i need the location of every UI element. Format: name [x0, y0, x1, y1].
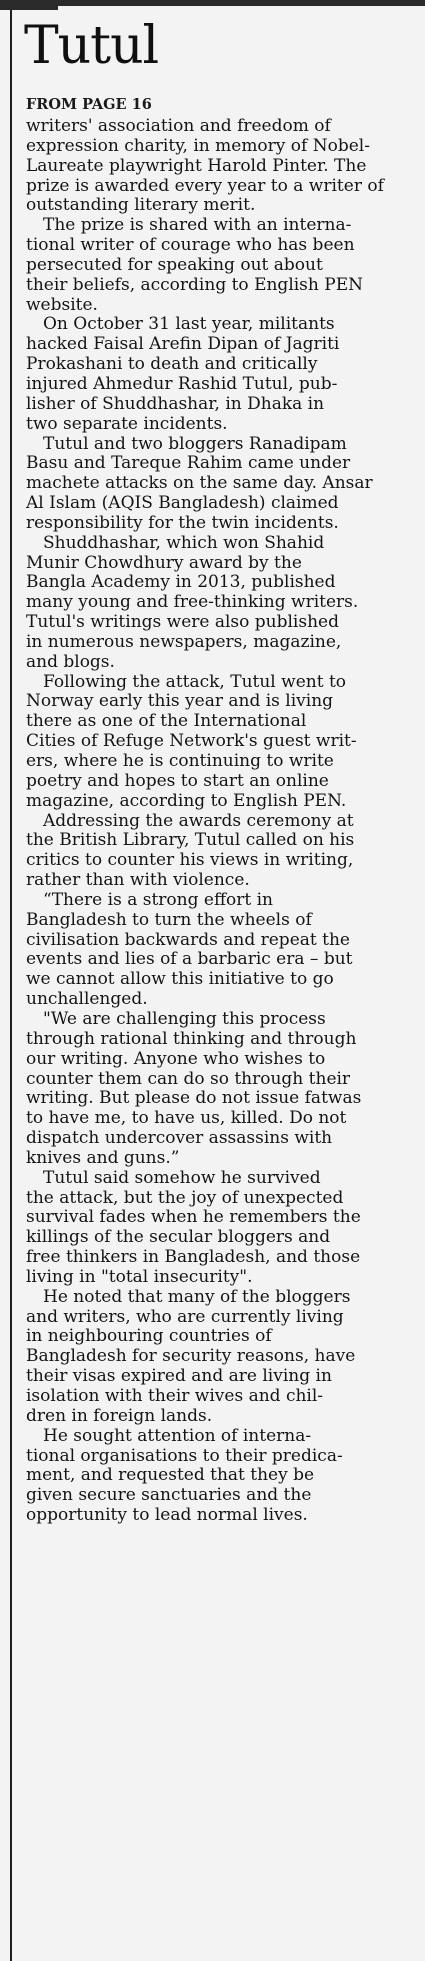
text-line: writing. But please do not issue fatwas — [26, 1088, 362, 1109]
text-line: ment, and requested that they be — [26, 1465, 315, 1486]
jump-line: FROM PAGE 16 — [26, 96, 152, 113]
text-line: Al Islam (AQIS Bangladesh) claimed — [26, 493, 339, 514]
text-line: hacked Faisal Arefin Dipan of Jagriti — [26, 334, 340, 355]
text-line: injured Ahmedur Rashid Tutul, pub- — [26, 373, 338, 394]
text-line: He noted that many of the bloggers — [43, 1286, 351, 1307]
text-line: Cities of Refuge Network's guest writ- — [26, 731, 357, 752]
text-line: On October 31 last year, militants — [43, 314, 335, 335]
text-line: Addressing the awards ceremony at — [43, 810, 354, 831]
text-line: knives and guns.” — [26, 1147, 180, 1168]
text-line: free thinkers in Bangladesh, and those — [26, 1247, 361, 1268]
text-line: the British Library, Tutul called on his — [26, 830, 355, 851]
text-line: through rational thinking and through — [26, 1028, 357, 1049]
text-line: ers, where he is continuing to write — [26, 751, 334, 771]
text-line: He sought attention of interna- — [43, 1425, 312, 1446]
text-line: their beliefs, according to English PEN — [26, 274, 363, 295]
text-line: Prokashani to death and critically — [26, 354, 318, 375]
text-line: in numerous newspapers, magazine, — [26, 631, 342, 652]
top-rule-tab — [0, 6, 58, 10]
article-paragraph — [26, 1010, 421, 1169]
text-line: “There is a strong effort in — [43, 889, 274, 910]
text-line: events and lies of a barbaric era – but — [26, 949, 353, 970]
text-line: persecuted for speaking out about — [26, 254, 323, 275]
headline: Tutul — [24, 16, 159, 76]
text-line: lisher of Shuddhashar, in Dhaka in — [26, 393, 325, 414]
text-line: expression charity, in memory of Nobel- — [26, 135, 370, 156]
text-line: living in "total insecurity". — [26, 1266, 253, 1287]
text-line: Bangladesh to turn the wheels of — [26, 909, 312, 930]
text-line: isolation with their wives and chil- — [26, 1386, 324, 1406]
text-line: machete attacks on the same day. Ansar — [26, 473, 373, 494]
text-line: "We are challenging this process — [43, 1008, 326, 1029]
text-line: Tutul said somehow he survived — [43, 1167, 321, 1188]
article-paragraph — [26, 1169, 421, 1288]
text-line: two separate incidents. — [26, 413, 228, 434]
text-line: Tutul's writings were also published — [26, 612, 339, 633]
article-body — [26, 117, 421, 1526]
article-paragraph — [26, 812, 421, 891]
text-line: magazine, according to English PEN. — [26, 790, 347, 811]
column-rule — [10, 10, 12, 1961]
text-line: Munir Chowdhury award by the — [26, 552, 302, 573]
text-line: their visas expired and are living in — [26, 1366, 332, 1387]
top-rule — [0, 0, 425, 6]
text-line: killings of the secular bloggers and — [26, 1227, 331, 1248]
text-line: many young and free-thinking writers. — [26, 592, 359, 613]
article-paragraph — [26, 534, 421, 673]
article-paragraph — [26, 891, 421, 1010]
article-paragraph — [26, 216, 421, 315]
text-line: outstanding literary merit. — [26, 195, 256, 216]
text-line: poetry and hopes to start an online — [26, 770, 329, 791]
text-line: given secure sanctuaries and the — [26, 1485, 312, 1506]
text-line: tional organisations to their predica- — [26, 1445, 343, 1466]
article-paragraph — [26, 117, 421, 216]
text-line: The prize is shared with an interna- — [43, 215, 352, 236]
text-line: tional writer of courage who has been — [26, 235, 355, 256]
text-line: Tutul and two bloggers Ranadipam — [43, 433, 347, 454]
text-line: prize is awarded every year to a writer of — [26, 175, 384, 196]
text-line: Laureate playwright Harold Pinter. The — [26, 155, 367, 176]
text-line: Basu and Tareque Rahim came under — [26, 453, 351, 474]
text-line: rather than with violence. — [26, 870, 250, 891]
text-line: Norway early this year and is living — [26, 691, 334, 712]
text-line: in neighbouring countries of — [26, 1326, 272, 1347]
text-line: critics to counter his views in writing, — [26, 850, 354, 871]
text-line: website. — [26, 294, 98, 315]
article-paragraph — [26, 315, 421, 434]
text-line: there as one of the International — [26, 711, 307, 732]
text-line: Following the attack, Tutul went to — [43, 671, 347, 692]
text-line: we cannot allow this initiative to go — [26, 969, 334, 990]
text-line: Shuddhashar, which won Shahid — [43, 532, 325, 553]
text-line: survival fades when he remembers the — [26, 1207, 361, 1228]
text-line: unchallenged. — [26, 989, 148, 1010]
text-line: Bangladesh for security reasons, have — [26, 1346, 356, 1367]
article-paragraph — [26, 1288, 421, 1427]
text-line: dispatch undercover assassins with — [26, 1128, 333, 1149]
article-paragraph — [26, 1427, 421, 1526]
text-line: dren in foreign lands. — [26, 1405, 213, 1426]
text-line: responsibility for the twin incidents. — [26, 512, 339, 533]
text-line: the attack, but the joy of unexpected — [26, 1187, 344, 1208]
text-line: and blogs. — [26, 651, 115, 672]
text-line: counter them can do so through their — [26, 1068, 351, 1089]
article-paragraph — [26, 435, 421, 534]
text-line: civilisation backwards and repeat the — [26, 929, 350, 950]
article-paragraph — [26, 673, 421, 812]
text-line: our writing. Anyone who wishes to — [26, 1048, 326, 1069]
text-line: Bangla Academy in 2013, published — [26, 572, 336, 593]
text-line: writers' association and freedom of — [26, 116, 331, 136]
text-line: to have me, to have us, killed. Do not — [26, 1108, 347, 1129]
text-line: and writers, who are currently living — [26, 1306, 344, 1327]
text-line: opportunity to lead normal lives. — [26, 1505, 308, 1526]
